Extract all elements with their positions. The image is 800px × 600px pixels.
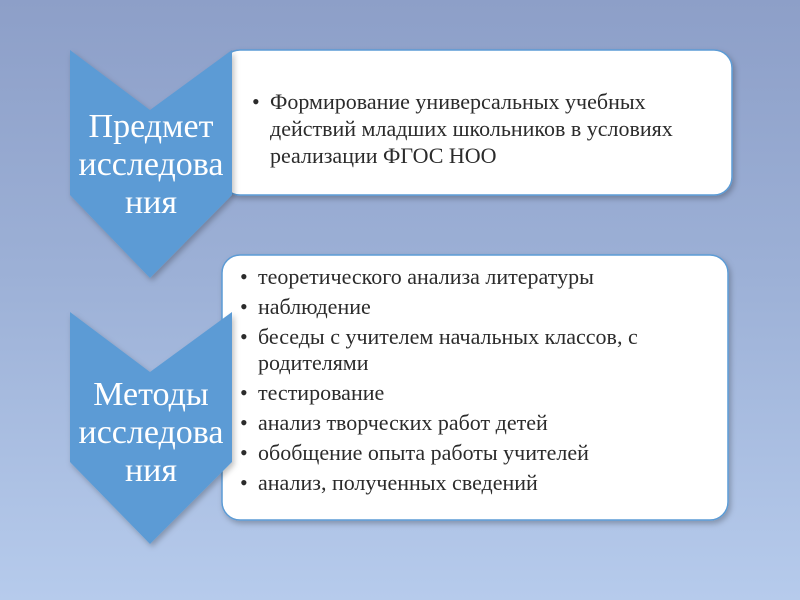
method-item: • обобщение опыта работы учителей: [240, 440, 715, 466]
subject-list: [252, 88, 722, 169]
subject-text: [252, 88, 722, 169]
subject-item: • Формирование универсальных учебных действий младших школьников в условиях реализации ФГОС НОО: [252, 88, 722, 169]
method-item: • анализ, полученных сведений: [240, 470, 715, 496]
method-item: • наблюдение: [240, 294, 715, 320]
subject-label: Предмет исследова ния: [78, 108, 224, 221]
method-item: • тестирование: [240, 380, 715, 406]
method-item: • теоретического анализа литературы: [240, 264, 715, 290]
methods-list: [240, 264, 715, 496]
methods-text: [240, 264, 715, 500]
method-item: • анализ творческих работ детей: [240, 410, 715, 436]
method-item: • беседы с учителем начальных классов, с родителями: [240, 324, 715, 376]
methods-label: Методы исследова ния: [78, 376, 224, 489]
